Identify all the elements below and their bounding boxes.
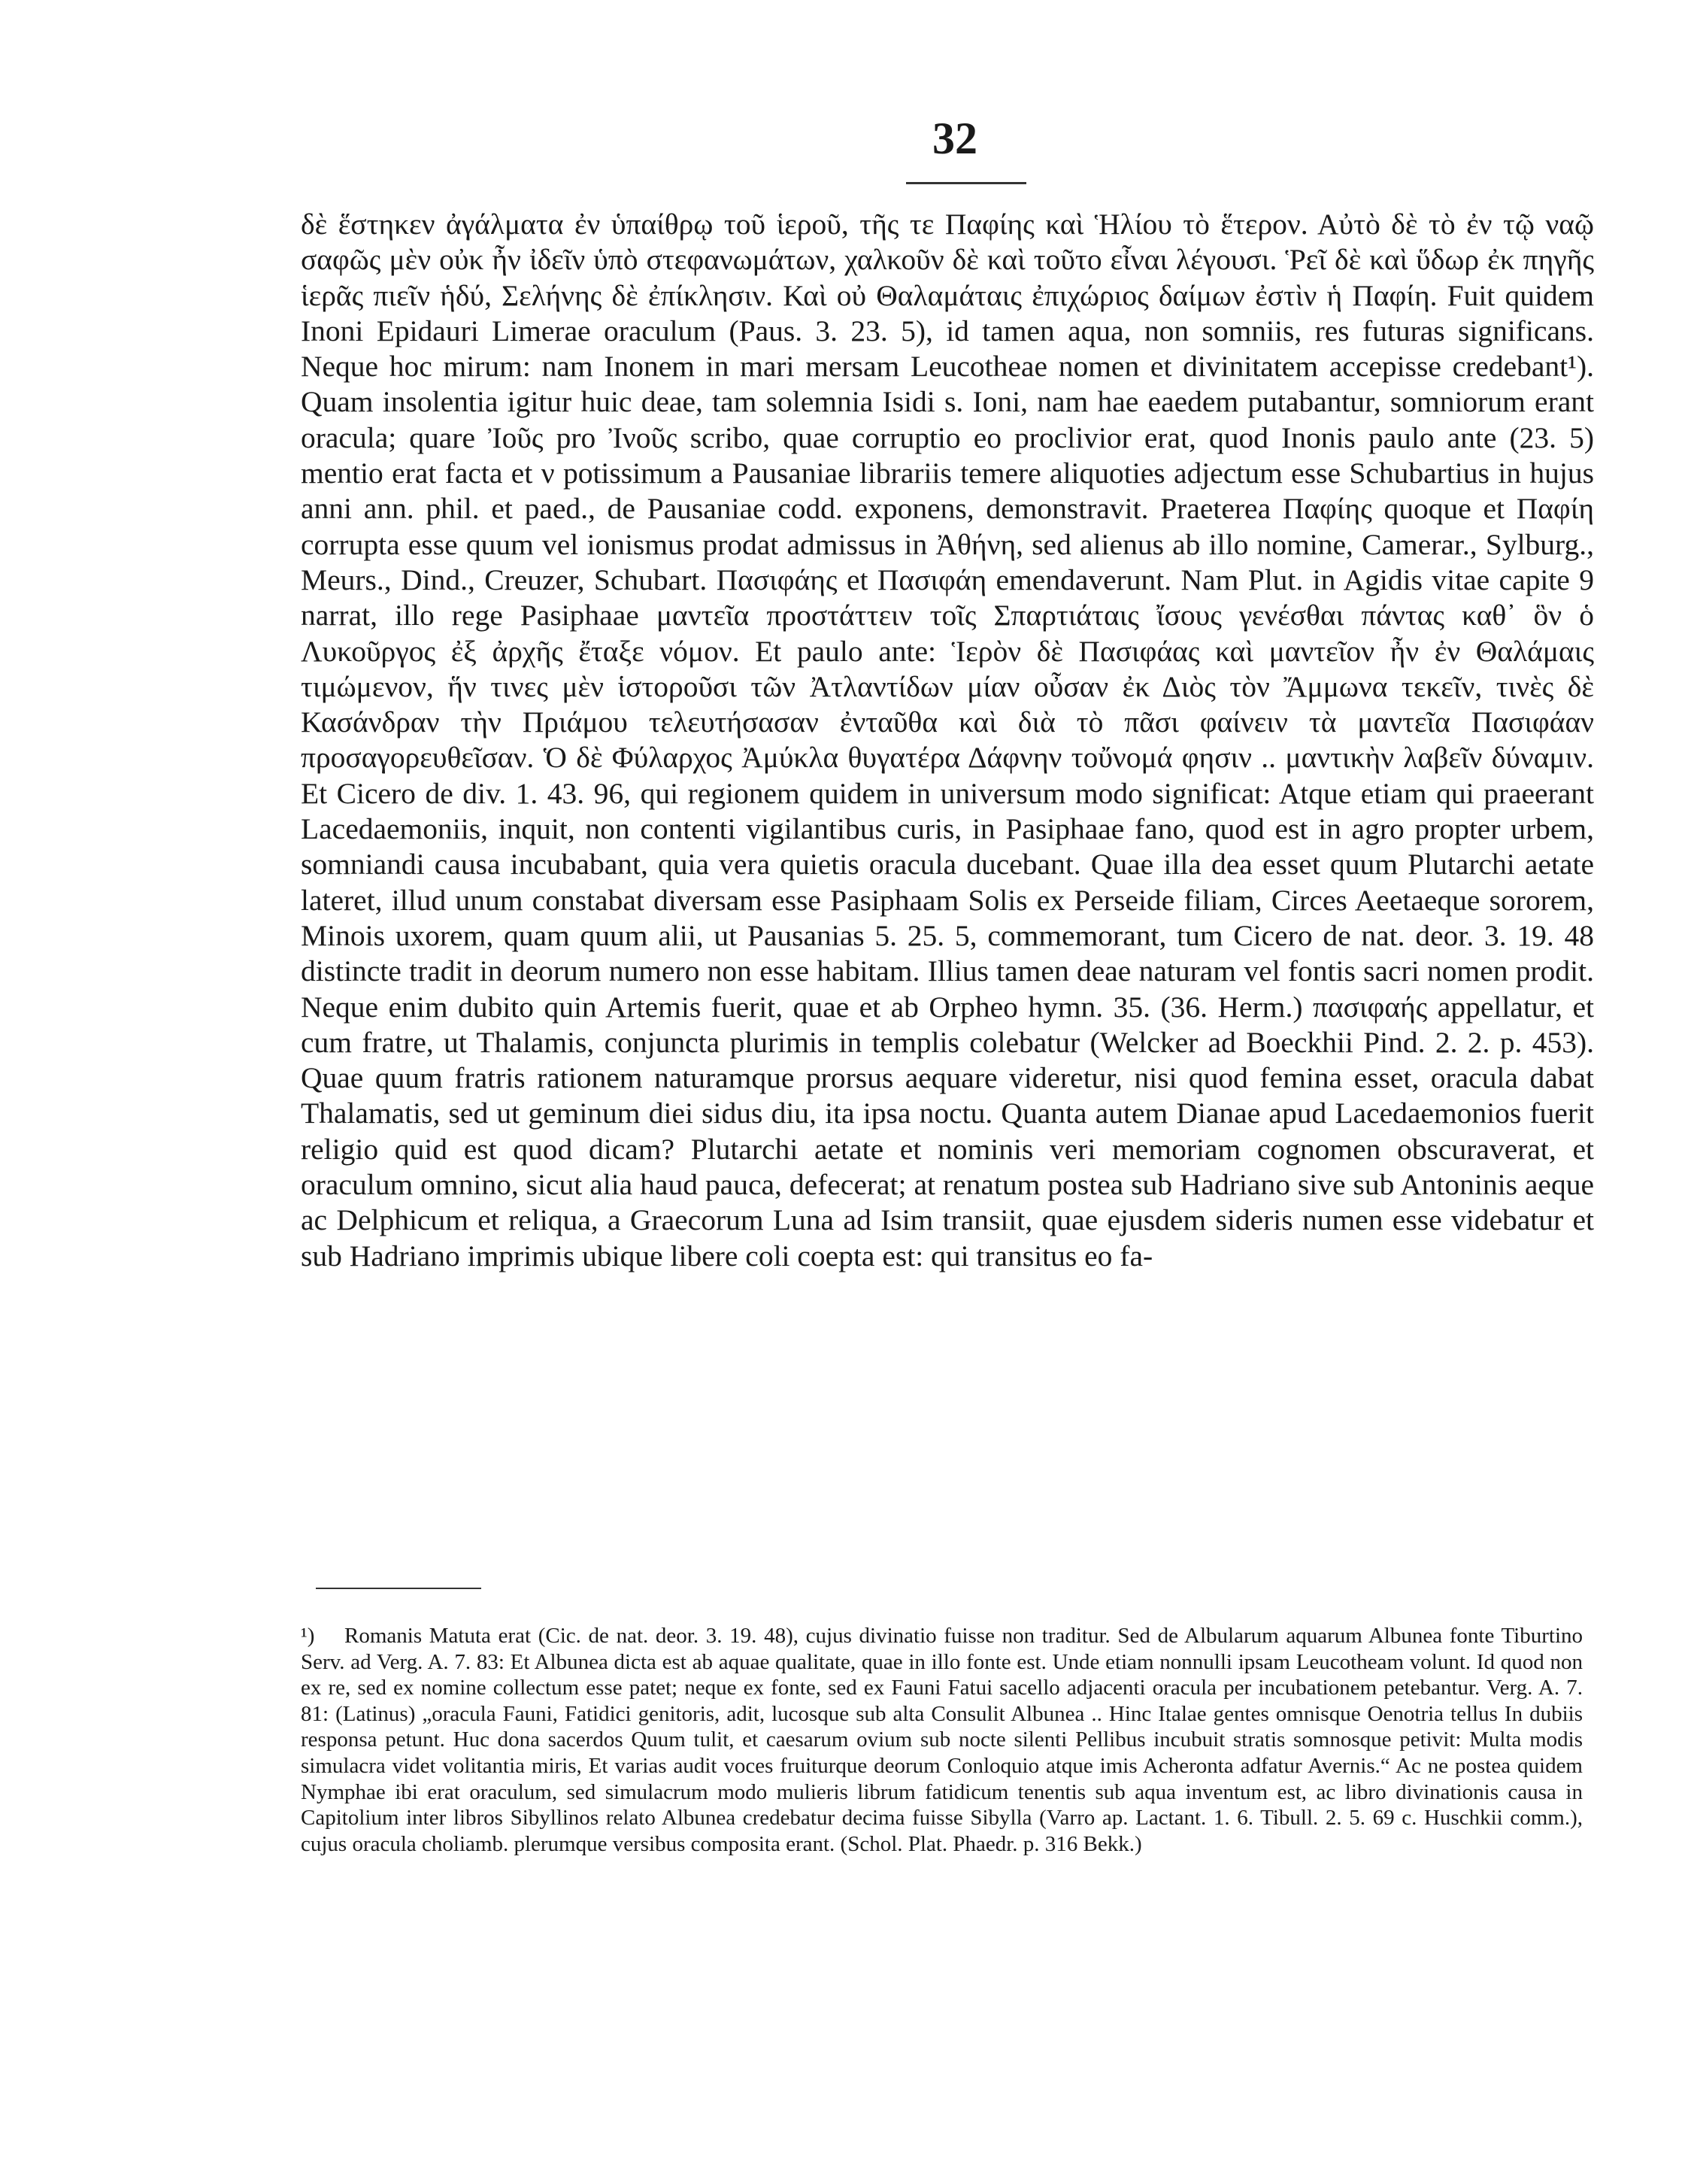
footnotes bbox=[301, 1623, 1583, 1857]
page-number: 32 bbox=[932, 114, 977, 163]
main-text bbox=[301, 207, 1594, 1274]
footnote-separator bbox=[316, 1588, 481, 1589]
footnote-text: Romanis Matuta erat (Cic. de nat. deor. 3. 19. 48), cujus divinatio fuisse non traditur. Sed de Albularum aquarum Albunea fonte Tiburtino Serv. ad Verg. A. 7. 83: Et Albunea dicta est ab aquae qualitate, quae in illo fonte est. Unde etiam nonnulli ipsam Leucotheam volunt. Id quod non ex re, sed ex nomine collectum esse patet; neque ex fonte, sed ex Fauni Fatui sacello adjacenti oracula per incubationem petebantur. Verg. A. 7. 81: (Latinus) „oracula Fauni, Fatidici genitoris, adit, lucosque sub alta Consulit Albunea .. Hinc Italae gentes omnisque Oenotria tellus In dubiis responsa petunt. Huc dona sacerdos Quum tulit, et caesarum ovium sub nocte silenti Pellibus incubuit stratis somnosque petivit: Multa modis simulacra videt volitantia miris, Et varias audit voces fruiturque deorum Conloquio atque imis Acheronta adfatur Avernis.“ Ac ne postea quidem Nymphae ibi erat oraculum, sed simulacrum modo mulieris librum fatidicum tenentis sub aqua inventum est, ac libro divinationis causa in Capitolium inter libros Sibyllinos relato Albunea credebatur decima fuisse Sibylla (Varro ap. Lactant. 1. 6. Tibull. 2. 5. 69 c. Huschkii comm.), cujus oracula choliamb. plerumque versibus composita erant. (Schol. Plat. Phaedr. p. 316 Bekk.) bbox=[301, 1624, 1583, 1856]
footnote-marker: ¹) bbox=[301, 1624, 315, 1648]
main-paragraph: δὲ ἕστηκεν ἀγάλματα ἐν ὑπαίθρῳ τοῦ ἱεροῦ, τῆς τε Παφίης καὶ Ἡλίου τὸ ἕτερον. Αὐτὸ δὲ τὸ ἐν τῷ ναῷ σαφῶς μὲν οὐκ ἦν ἰδεῖν ὑπὸ στεφανωμάτων, χαλκοῦν δὲ καὶ τοῦτο εἶναι λέγουσι. Ῥεῖ δὲ καὶ ὕδωρ ἐκ πηγῆς ἱερᾶς πιεῖν ἡδύ, Σελήνης δὲ ἐπίκλησιν. Καὶ οὐ Θαλαμάταις ἐπιχώριος δαίμων ἐστὶν ἡ Παφίη. Fuit quidem Inoni Epidauri Limerae oraculum (Paus. 3. 23. 5), id tamen aqua, non somniis, res futuras significans. Neque hoc mirum: nam Inonem in mari mersam Leucotheae nomen et divinitatem accepisse credebant¹). Quam insolentia igitur huic deae, tam solemnia Isidi s. Ioni, nam hae eaedem putabantur, somniorum erant oracula; quare Ἰοῦς pro Ἰνοῦς scribo, quae corruptio eo proclivior erat, quod Inonis paulo ante (23. 5) mentio erat facta et ν potissimum a Pausaniae librariis temere aliquoties adjectum esse Schubartius in hujus anni ann. phil. et paed., de Pausaniae codd. exponens, demonstravit. Praeterea Παφίης quoque et Παφίη corrupta esse quum vel ionismus prodat admissus in Ἀθήνη, sed alienus ab illo nomine, Camerar., Sylburg., Meurs., Dind., Creuzer, Schubart. Πασιφάης et Πασιφάη emendaverunt. Nam Plut. in Agidis vitae capite 9 narrat, illo rege Pasiphaae μαντεῖα προστάττειν τοῖς Σπαρτιάταις ἴσους γενέσθαι πάντας καθ᾿ ὃν ὁ Λυκοῦργος ἐξ ἀρχῆς ἔταξε νόμον. Et paulo ante: Ἱερὸν δὲ Πασιφάας καὶ μαντεῖον ἦν ἐν Θαλάμαις τιμώμενον, ἥν τινες μὲν ἱστοροῦσι τῶν Ἀτλαντίδων μίαν οὖσαν ἐκ Διὸς τὸν Ἄμμωνα τεκεῖν, τινὲς δὲ Κασάνδραν τὴν Πριάμου τελευτήσασαν ἐνταῦθα καὶ διὰ τὸ πᾶσι φαίνειν τὰ μαντεῖα Πασιφάαν προσαγορευθεῖσαν. Ὁ δὲ Φύλαρχος Ἀμύκλα θυγατέρα Δάφνην τοὔνομά φησιν .. μαντικὴν λαβεῖν δύναμιν. Et Cicero de div. 1. 43. 96, qui regionem quidem in universum modo significat: Atque etiam qui praeerant Lacedaemoniis, inquit, non contenti vigilantibus curis, in Pasiphaae fano, quod est in agro propter urbem, somniandi causa incubabant, quia vera quietis oracula ducebant. Quae illa dea esset quum Plutarchi aetate lateret, illud unum constabat diversam esse Pasiphaam Solis ex Perseide filiam, Circes Aeetaeque sororem, Minois uxorem, quam quum alii, ut Pausanias 5. 25. 5, commemorant, tum Cicero de nat. deor. 3. 19. 48 distincte tradit in deorum numero non esse habitam. Illius tamen deae naturam vel fontis sacri nomen prodit. Neque enim dubito quin Artemis fuerit, quae et ab Orpheo hymn. 35. (36. Herm.) πασιφαής appellatur, et cum fratre, ut Thalamis, conjuncta plurimis in templis colebatur (Welcker ad Boeckhii Pind. 2. 2. p. 453). Quae quum fratris rationem naturamque prorsus aequare videretur, nisi quod femina esset, oracula dabat Thalamatis, sed ut geminum diei sidus diu, ita ipsa noctu. Quanta autem Dianae apud Lacedaemonios fuerit religio quid est quod dicam? Plutarchi aetate et nominis veri memoriam cognomen obscuraverat, et oraculum omnino, sicut alia haud pauca, defecerat; at renatum postea sub Hadriano sive sub Antoninis aeque ac Delphicum et reliqua, a Graecorum Luna ad Isim transiit, quae ejusdem sideris numen esse videbatur et sub Hadriano imprimis ubique libere coli coepta est: qui transitus eo fa- bbox=[301, 208, 1594, 1272]
page-number-rule bbox=[906, 182, 1026, 184]
footnote-1 bbox=[301, 1623, 1583, 1857]
